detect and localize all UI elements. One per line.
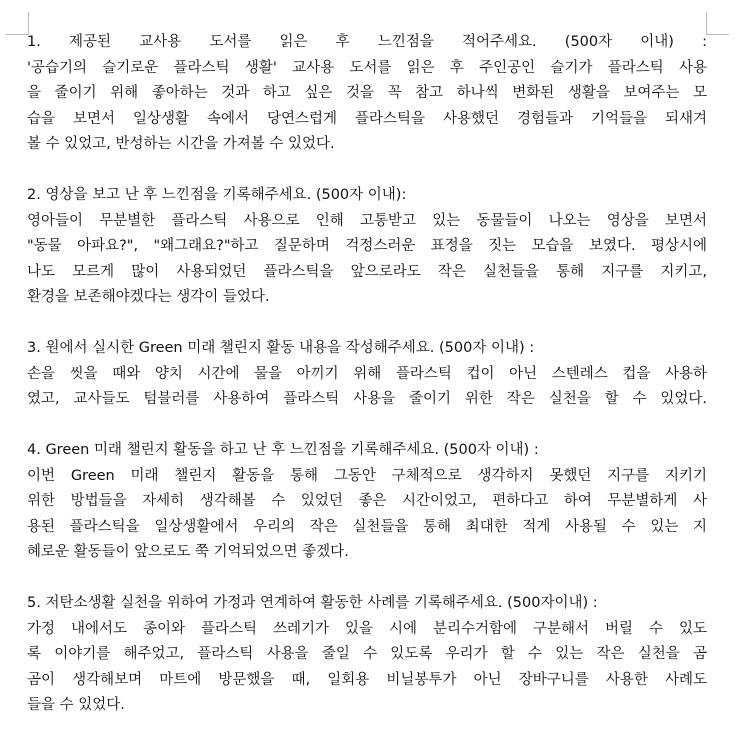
- answer-line: 이번 Green 미래 챌린지 활동을 통해 그동안 구체적으로 생각하지 못했던 지구를 지키기: [27, 467, 707, 484]
- answer-line: "동물 아파요?", "왜그래요?"하고 질문하며 걱정스러운 표정을 짓는 모습을 보였다. 평상시에: [27, 238, 707, 254]
- question-heading: 4. Green 미래 챌린지 활동을 하고 난 후 느낀점을 기록해주세요. (500자 이내) :: [27, 442, 539, 458]
- section-1: [27, 30, 707, 158]
- answer-line: 환경을 보존해야겠다는 생각이 들었다.: [27, 289, 270, 305]
- section-4: [27, 438, 707, 566]
- answer-line: 였고, 교사들도 텀블러를 사용하여 플라스틱 사용을 줄이기 위한 작은 실천을 할 수 있었다.: [27, 391, 707, 407]
- question-heading: 1. 제공된 교사용 도서를 읽은 후 느낀점을 적어주세요. (500자 이내) :: [27, 34, 707, 50]
- section-3: [27, 336, 707, 413]
- document-body: [27, 30, 707, 744]
- answer-line: 들을 수 있었다.: [27, 697, 125, 713]
- page-corner-mark-left: [6, 12, 29, 35]
- section-2: [27, 183, 707, 311]
- answer-line: 손을 씻을 때와 양치 시간에 물을 아끼기 위해 플라스틱 컵이 아닌 스텐레스 컵을 사용하: [27, 365, 707, 382]
- answer-line: '공습기의 슬기로운 플라스틱 생활' 교사용 도서를 읽은 후 주인공인 슬기가 플라스틱 사용: [27, 59, 707, 76]
- answer-line: 영아들이 무분별한 플라스틱 사용으로 인해 고통받고 있는 동물들이 나오는 영상을 보면서: [27, 212, 707, 229]
- question-heading: 5. 저탄소생활 실천을 위하여 가정과 연계하여 활동한 사례를 기록해주세요. (500자이내) :: [27, 595, 598, 611]
- answer-line: 나도 모르게 많이 사용되었던 플라스틱을 앞으로라도 작은 실천들을 통해 지구를 지키고,: [27, 263, 707, 280]
- question-heading: 2. 영상을 보고 난 후 느낀점을 기록해주세요. (500자 이내):: [27, 187, 407, 203]
- answer-line: 록 이야기를 해주었고, 플라스틱 사용을 줄일 수 있도록 우리가 할 수 있는 작은 실천을 곰: [27, 646, 707, 662]
- answer-line: 가정 내에서도 종이와 플라스틱 쓰레기가 있을 시에 분리수거함에 구분해서 버릴 수 있도: [27, 620, 707, 637]
- section-5: [27, 591, 707, 719]
- answer-line: 을 줄이기 위해 좋아하는 것과 하고 싶은 것을 꼭 참고 하나씩 변화된 생활을 보여주는 모: [27, 85, 707, 101]
- answer-line: 용된 플라스틱을 일상생활에서 우리의 작은 실천들을 통해 최대한 적게 사용될 수 있는 지: [27, 518, 707, 535]
- page-corner-mark-right: [706, 12, 729, 35]
- answer-line: 위한 방법들을 자세히 생각해볼 수 있었던 좋은 시간이었고, 편하다고 하여 무분별하게 사: [27, 493, 707, 509]
- answer-line: 볼 수 있었고, 반성하는 시간을 가져볼 수 있었다.: [27, 136, 335, 152]
- answer-line: 혜로운 활동들이 앞으로도 쭉 기억되었으면 좋겠다.: [27, 544, 349, 560]
- answer-line: 습을 보면서 일상생활 속에서 당연스럽게 플라스틱을 사용했던 경험들과 기억들을 되새겨: [27, 110, 707, 127]
- answer-line: 곰이 생각해보며 마트에 방문했을 때, 일회용 비닐봉투가 아닌 장바구니를 사용한 사례도: [27, 671, 707, 688]
- question-heading: 3. 원에서 실시한 Green 미래 챌린지 활동 내용을 작성해주세요. (500자 이내) :: [27, 340, 535, 356]
